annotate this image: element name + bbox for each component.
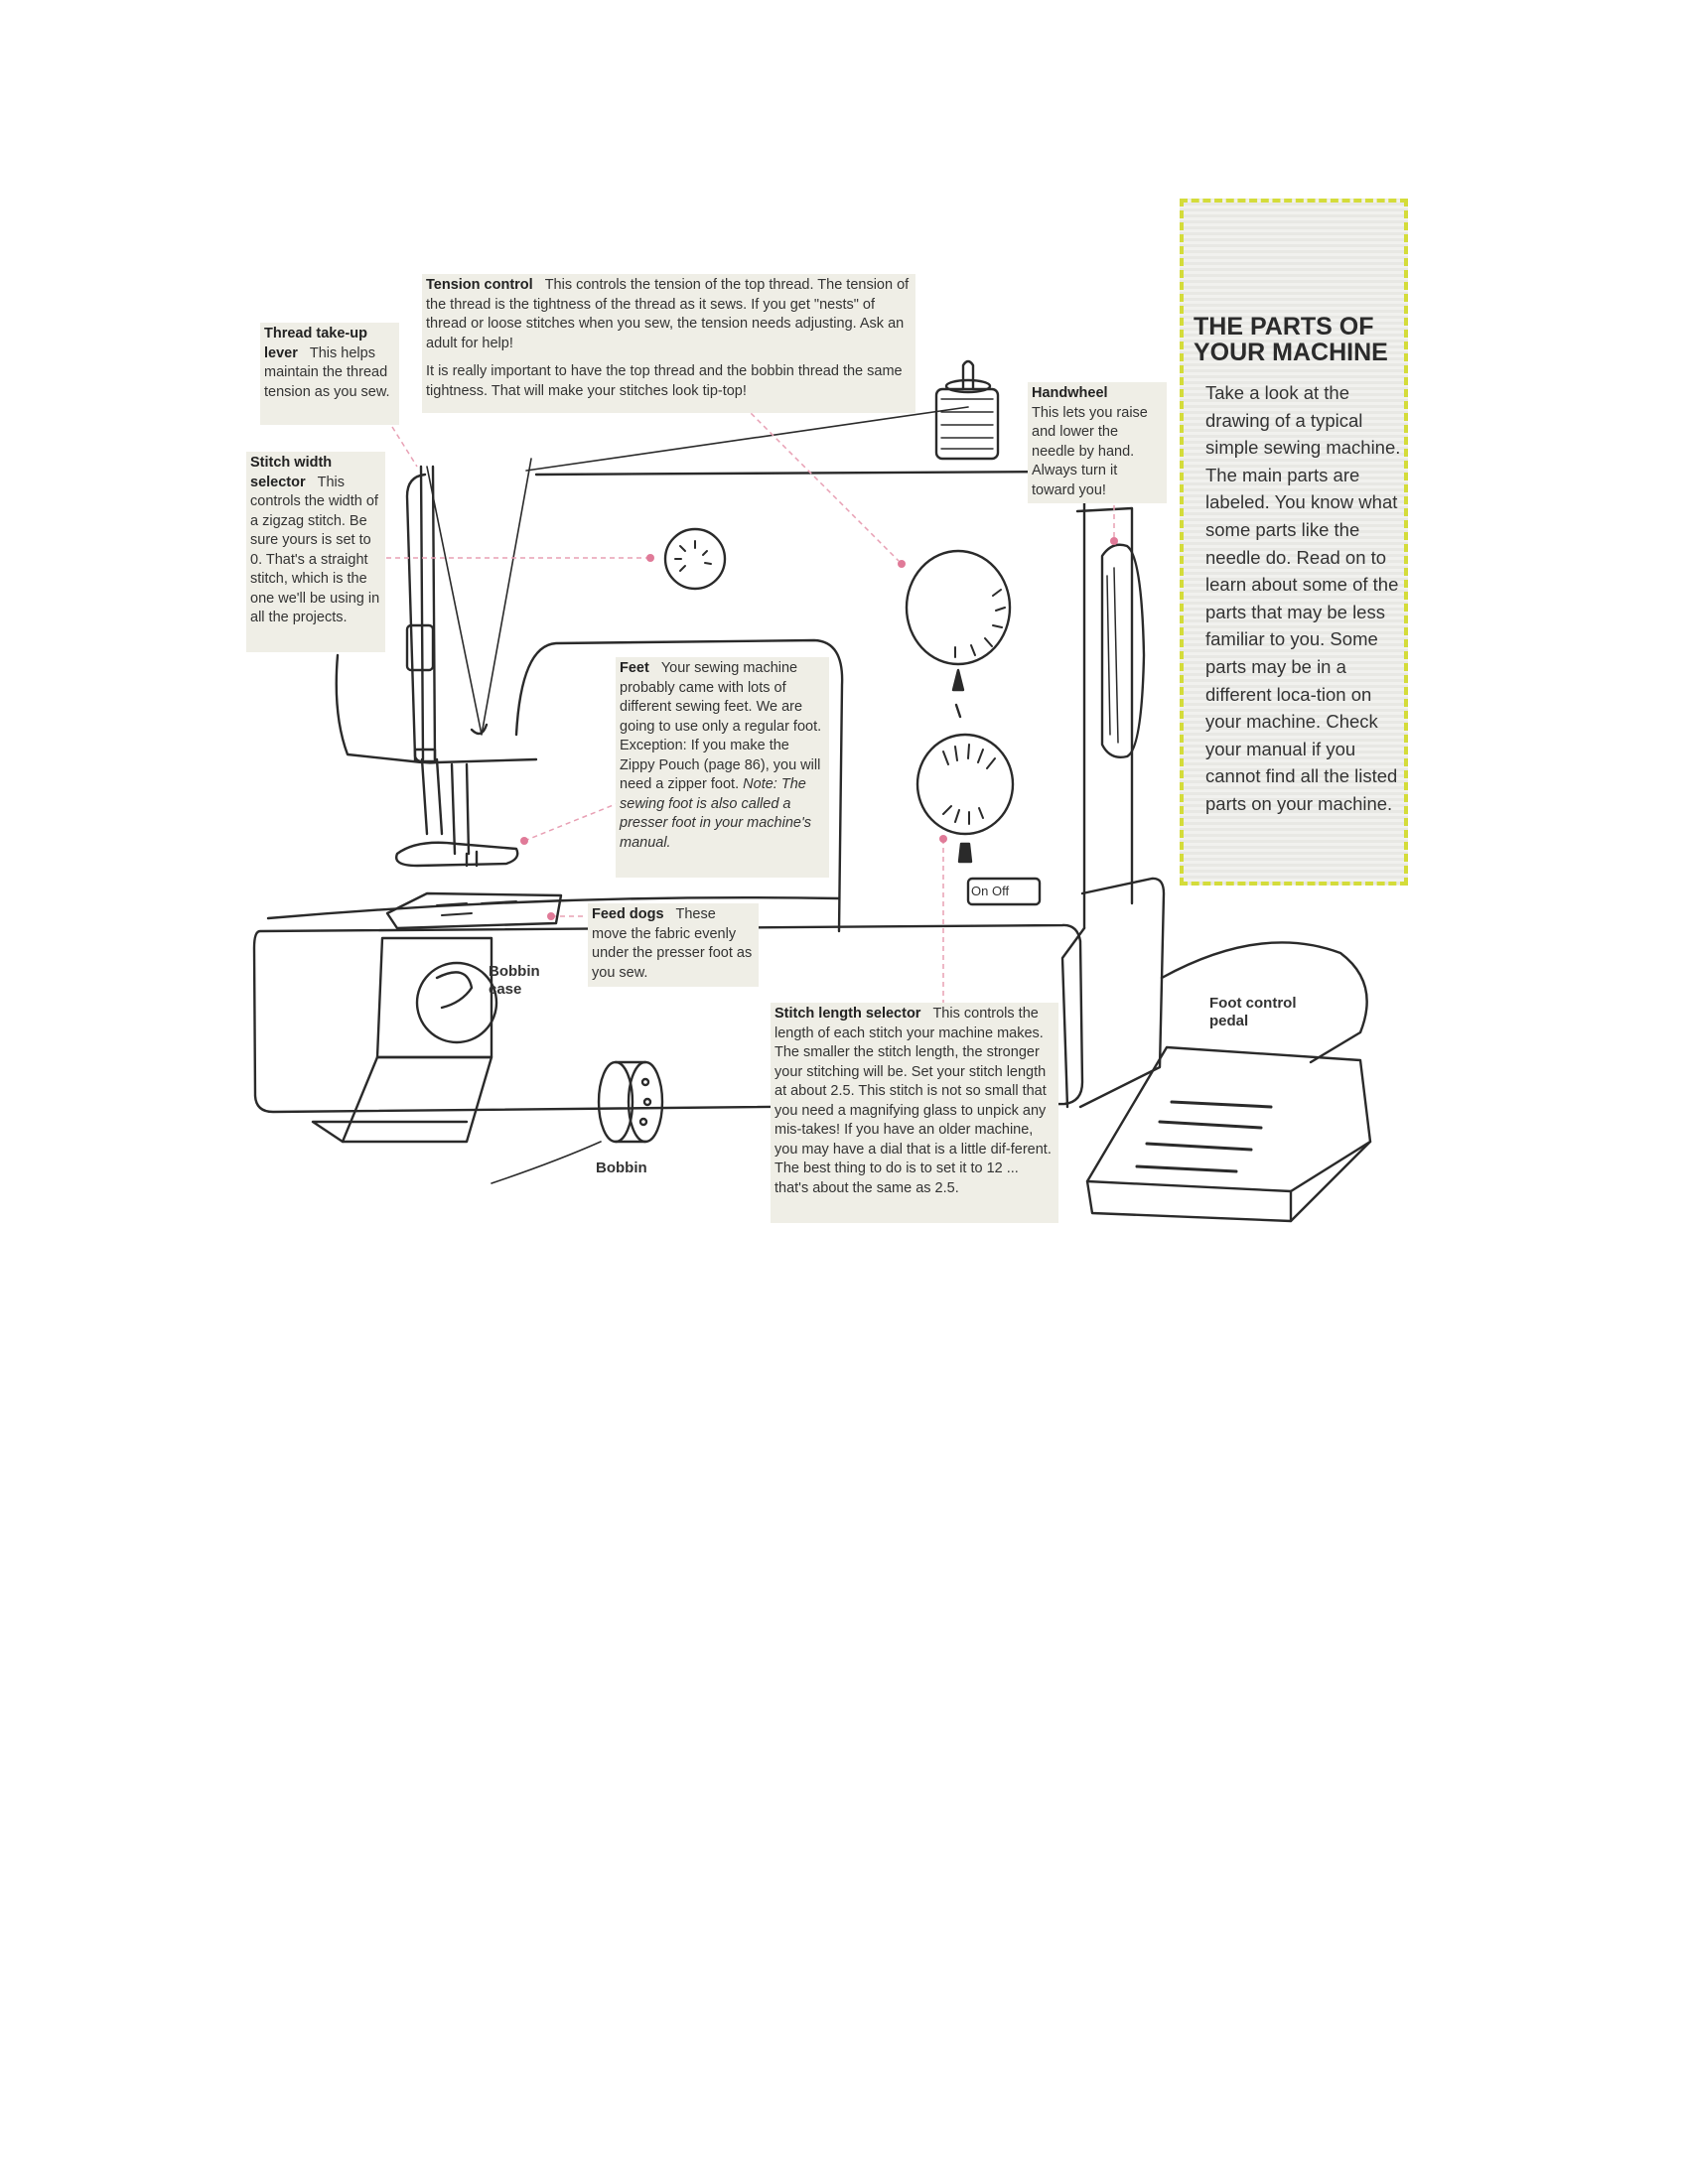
- stitch-width-dial: [665, 529, 725, 589]
- label-title: Thread take-up lever: [264, 326, 367, 361]
- sidebar-parts-of-your-machine: [1180, 199, 1408, 886]
- label-stitch-length-selector: [771, 1003, 1058, 1223]
- tag-bobbin: Bobbin: [596, 1160, 647, 1176]
- tag-on-off: On Off: [971, 884, 1010, 898]
- needle-bar: [421, 467, 435, 759]
- presser-foot: [396, 843, 517, 866]
- label-feed-dogs: [588, 903, 759, 987]
- label-title: Feed dogs: [592, 906, 664, 922]
- label-note: Note: The sewing foot is also called a presser foot in your machine's manual.: [620, 776, 811, 851]
- label-handwheel: [1028, 382, 1167, 503]
- label-title: Feet: [620, 660, 649, 676]
- label-tension-control: [422, 274, 915, 413]
- tag-bobbin-case: Bobbin case: [489, 963, 540, 998]
- sidebar-title: THE PARTS OF YOUR MACHINE: [1194, 313, 1388, 366]
- label-text: This helps maintain the thread tension as you sew.: [264, 344, 390, 400]
- sidebar-body: Take a look at the drawing of a typical simple sewing machine. The main parts are labeled. You know what some parts like the needle do. Read on to learn about some of the parts that may be less familiar to you. Some parts may be in a different loca-tion on your machine. Check your manual if you cannot find all the listed parts on your machine.: [1205, 382, 1401, 814]
- label-title: Tension control: [426, 277, 533, 293]
- bobbin-door: [343, 1057, 492, 1142]
- label-text: These move the fabric evenly under the presser foot as you sew.: [592, 906, 753, 981]
- foot-pedal: [1087, 1047, 1370, 1221]
- label-title: Handwheel: [1032, 385, 1108, 401]
- handwheel: [1102, 545, 1144, 757]
- needle-plate: [387, 893, 561, 928]
- label-stitch-width-selector: [246, 452, 385, 652]
- label-thread-take-up-lever: [260, 323, 399, 425]
- label-text: This lets you raise and lower the needle by hand. Always turn it toward you!: [1032, 404, 1148, 498]
- label-feet: [616, 657, 829, 878]
- thread-line: [526, 407, 968, 471]
- label-text: Your sewing machine probably came with lots of different sewing feet. We are going to use only a regular foot. Exception: If you make the Zippy Pouch (page 86), you will need a zipper foot.: [620, 660, 822, 792]
- label-text: This controls the tension of the top thread. The tension of the thread is the tightness of the thread as it sews. If you get "nests" of thread or loose stitches when you sew, the tension needs adjusting. Ask an adult for help!: [426, 277, 910, 351]
- label-text: This controls the length of each stitch your machine makes. The smaller the stitch length, the stronger your stitching will be. Set your stitch length at about 2.5. This stitch is not so small that you need a magnifying glass to unpick any mis-takes! If you have an older machine, you may have a dial that is a little dif-ferent. The best thing to do is to set it to 12 ... that's about the same as 2.5.: [774, 1006, 1052, 1196]
- label-title: Stitch width selector: [250, 455, 333, 490]
- stitch-length-dial: [917, 735, 1013, 862]
- tag-foot-control-pedal: Foot control pedal: [1209, 995, 1297, 1029]
- tension-dial: [907, 551, 1010, 717]
- label-title: Stitch length selector: [774, 1006, 921, 1022]
- label-text: This controls the width of a zigzag stitch. Be sure yours is set to 0. That's a straight stitch, which is the one we'll be using in all the projects.: [250, 474, 380, 625]
- label-text-2: It is really important to have the top thread and the bobbin thread the same tightness. That will make your stitches look tip-top!: [426, 363, 903, 399]
